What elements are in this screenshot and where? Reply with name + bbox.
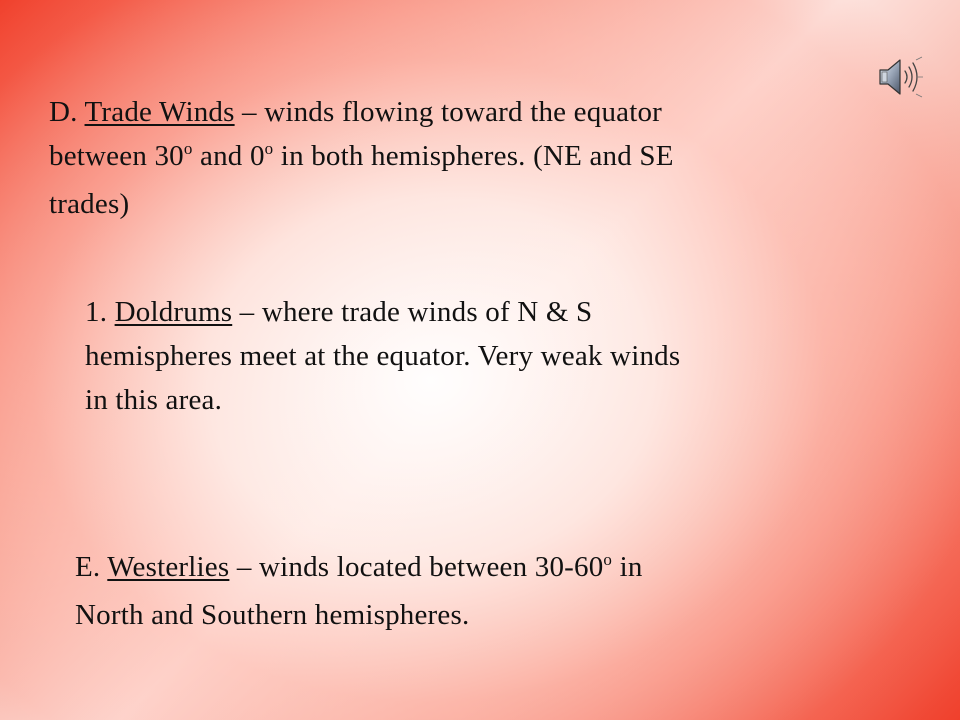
trade-winds-term: Trade Winds	[84, 96, 235, 128]
degree-superscript: o	[603, 550, 613, 569]
westerlies-definition-end: in	[612, 551, 643, 583]
latitude-text: between 30	[49, 140, 184, 172]
westerlies-term: Westerlies	[107, 551, 230, 583]
doldrums-line-2: hemispheres meet at the equator. Very weak winds	[85, 340, 681, 372]
westerlies-definition: – winds located between 30-60	[229, 551, 604, 583]
westerlies-paragraph	[75, 545, 855, 637]
item-prefix: 1.	[85, 296, 115, 328]
hemispheres-text: in both hemispheres. (NE and SE	[273, 140, 674, 172]
trade-winds-line-1	[49, 90, 879, 134]
trade-winds-definition: – winds flowing toward the equator	[234, 96, 663, 128]
doldrums-definition: – where trade winds of N & S	[232, 296, 593, 328]
westerlies-line-2: North and Southern hemispheres.	[75, 599, 470, 631]
trade-winds-line-2	[49, 134, 879, 182]
latitude-text: and 0	[192, 140, 265, 172]
degree-superscript: o	[183, 139, 193, 158]
westerlies-line-1	[75, 545, 855, 593]
trade-winds-line-3: trades)	[49, 188, 130, 220]
doldrums-line-1	[85, 290, 865, 334]
item-prefix: D.	[49, 96, 85, 128]
trade-winds-paragraph	[49, 90, 879, 226]
doldrums-paragraph	[85, 290, 865, 422]
degree-superscript: o	[264, 139, 274, 158]
doldrums-term: Doldrums	[114, 296, 233, 328]
doldrums-line-3: in this area.	[85, 384, 223, 416]
speaker-sound-icon[interactable]	[876, 54, 924, 100]
item-prefix: E.	[75, 551, 108, 583]
